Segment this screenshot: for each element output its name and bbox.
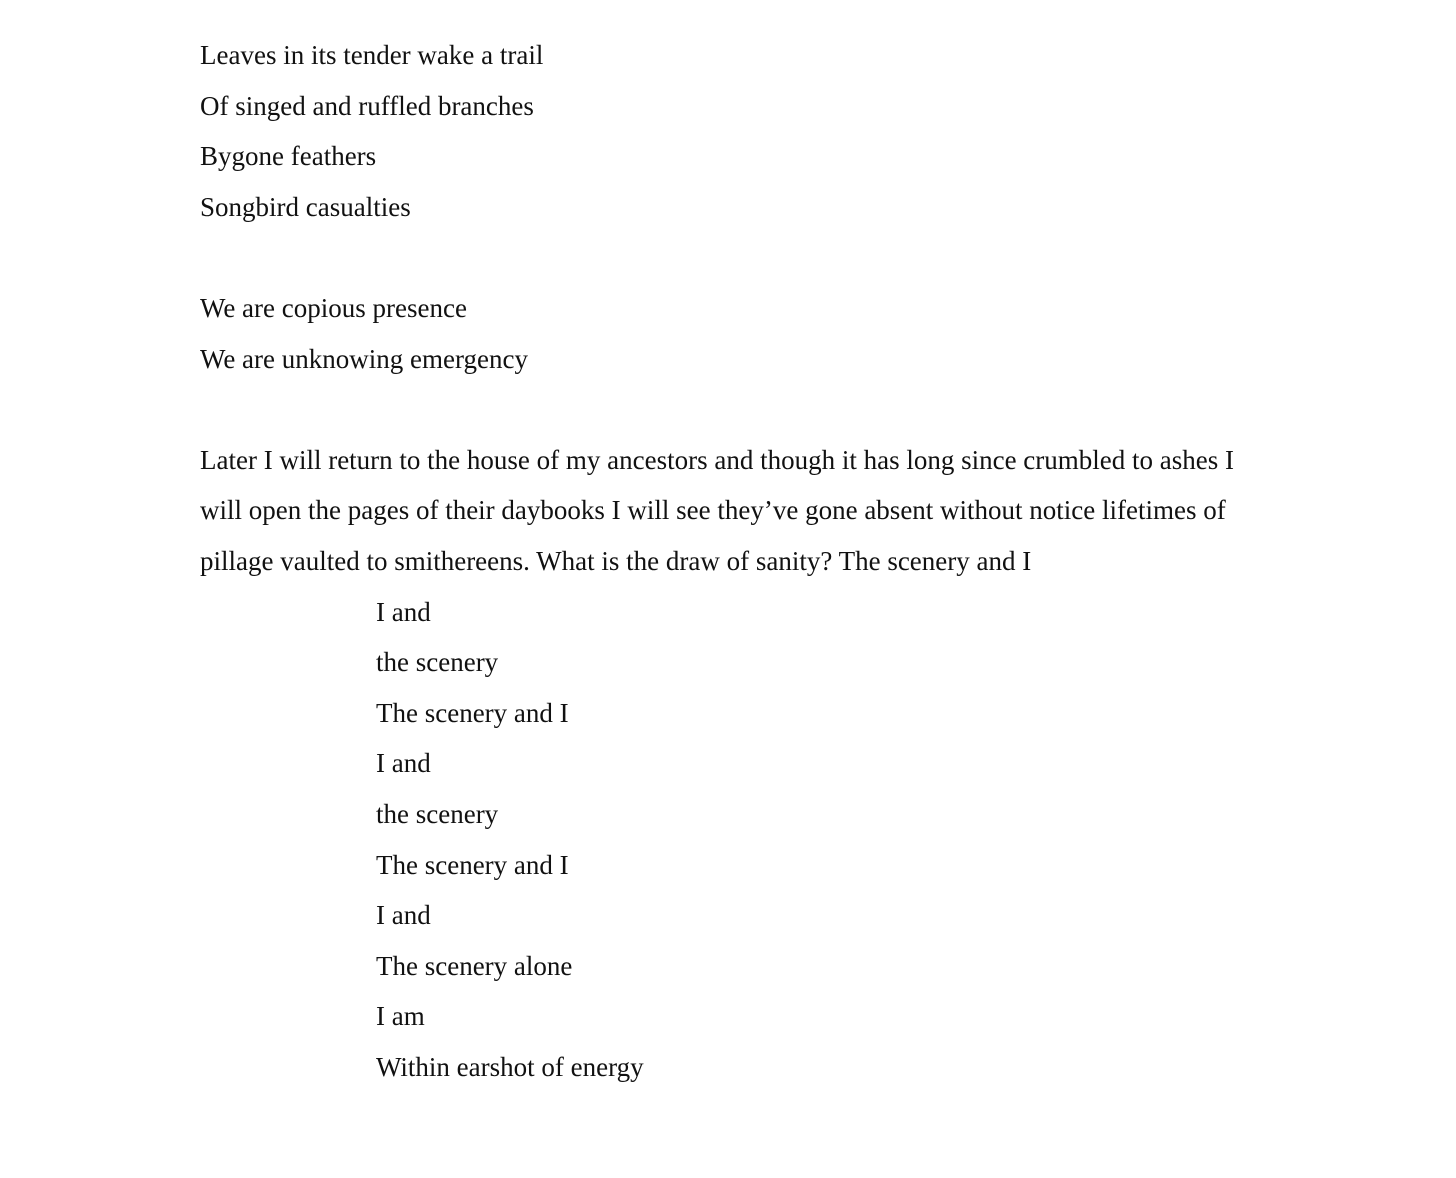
poem-line: Of singed and ruffled branches bbox=[200, 90, 534, 121]
stanza-1 bbox=[200, 30, 1260, 232]
stanza-break bbox=[200, 384, 1260, 435]
stanza-break bbox=[200, 232, 1260, 283]
poem-line: Bygone feathers bbox=[200, 141, 377, 172]
indented-line: The scenery and I bbox=[376, 849, 569, 880]
indented-line: the scenery bbox=[376, 647, 499, 678]
prose-paragraph: Later I will return to the house of my ancestors and though it has long since crumbled to ashes I will open the pages of their daybooks I will see they’ve gone absent without notice lifetimes of pillage vaulted to smithereens. What is the draw of sanity? The scenery and I bbox=[200, 444, 1234, 576]
poem-line: We are unknowing emergency bbox=[200, 343, 528, 374]
poem-line: Leaves in its tender wake a trail bbox=[200, 40, 544, 70]
stanza-2 bbox=[200, 283, 1260, 384]
indented-line: The scenery and I bbox=[376, 697, 569, 728]
poem-page bbox=[200, 30, 1260, 1092]
poem-line: We are copious presence bbox=[200, 292, 467, 323]
indented-line: Within earshot of energy bbox=[376, 1051, 644, 1082]
indented-line: I and bbox=[376, 596, 431, 627]
indented-stanza bbox=[200, 587, 1260, 1093]
poem-line: Songbird casualties bbox=[200, 191, 411, 222]
indented-line: I and bbox=[376, 748, 431, 779]
indented-line: I am bbox=[376, 1001, 425, 1032]
indented-line: I and bbox=[376, 900, 431, 931]
indented-line: the scenery bbox=[376, 798, 499, 829]
indented-line: The scenery alone bbox=[376, 950, 573, 981]
